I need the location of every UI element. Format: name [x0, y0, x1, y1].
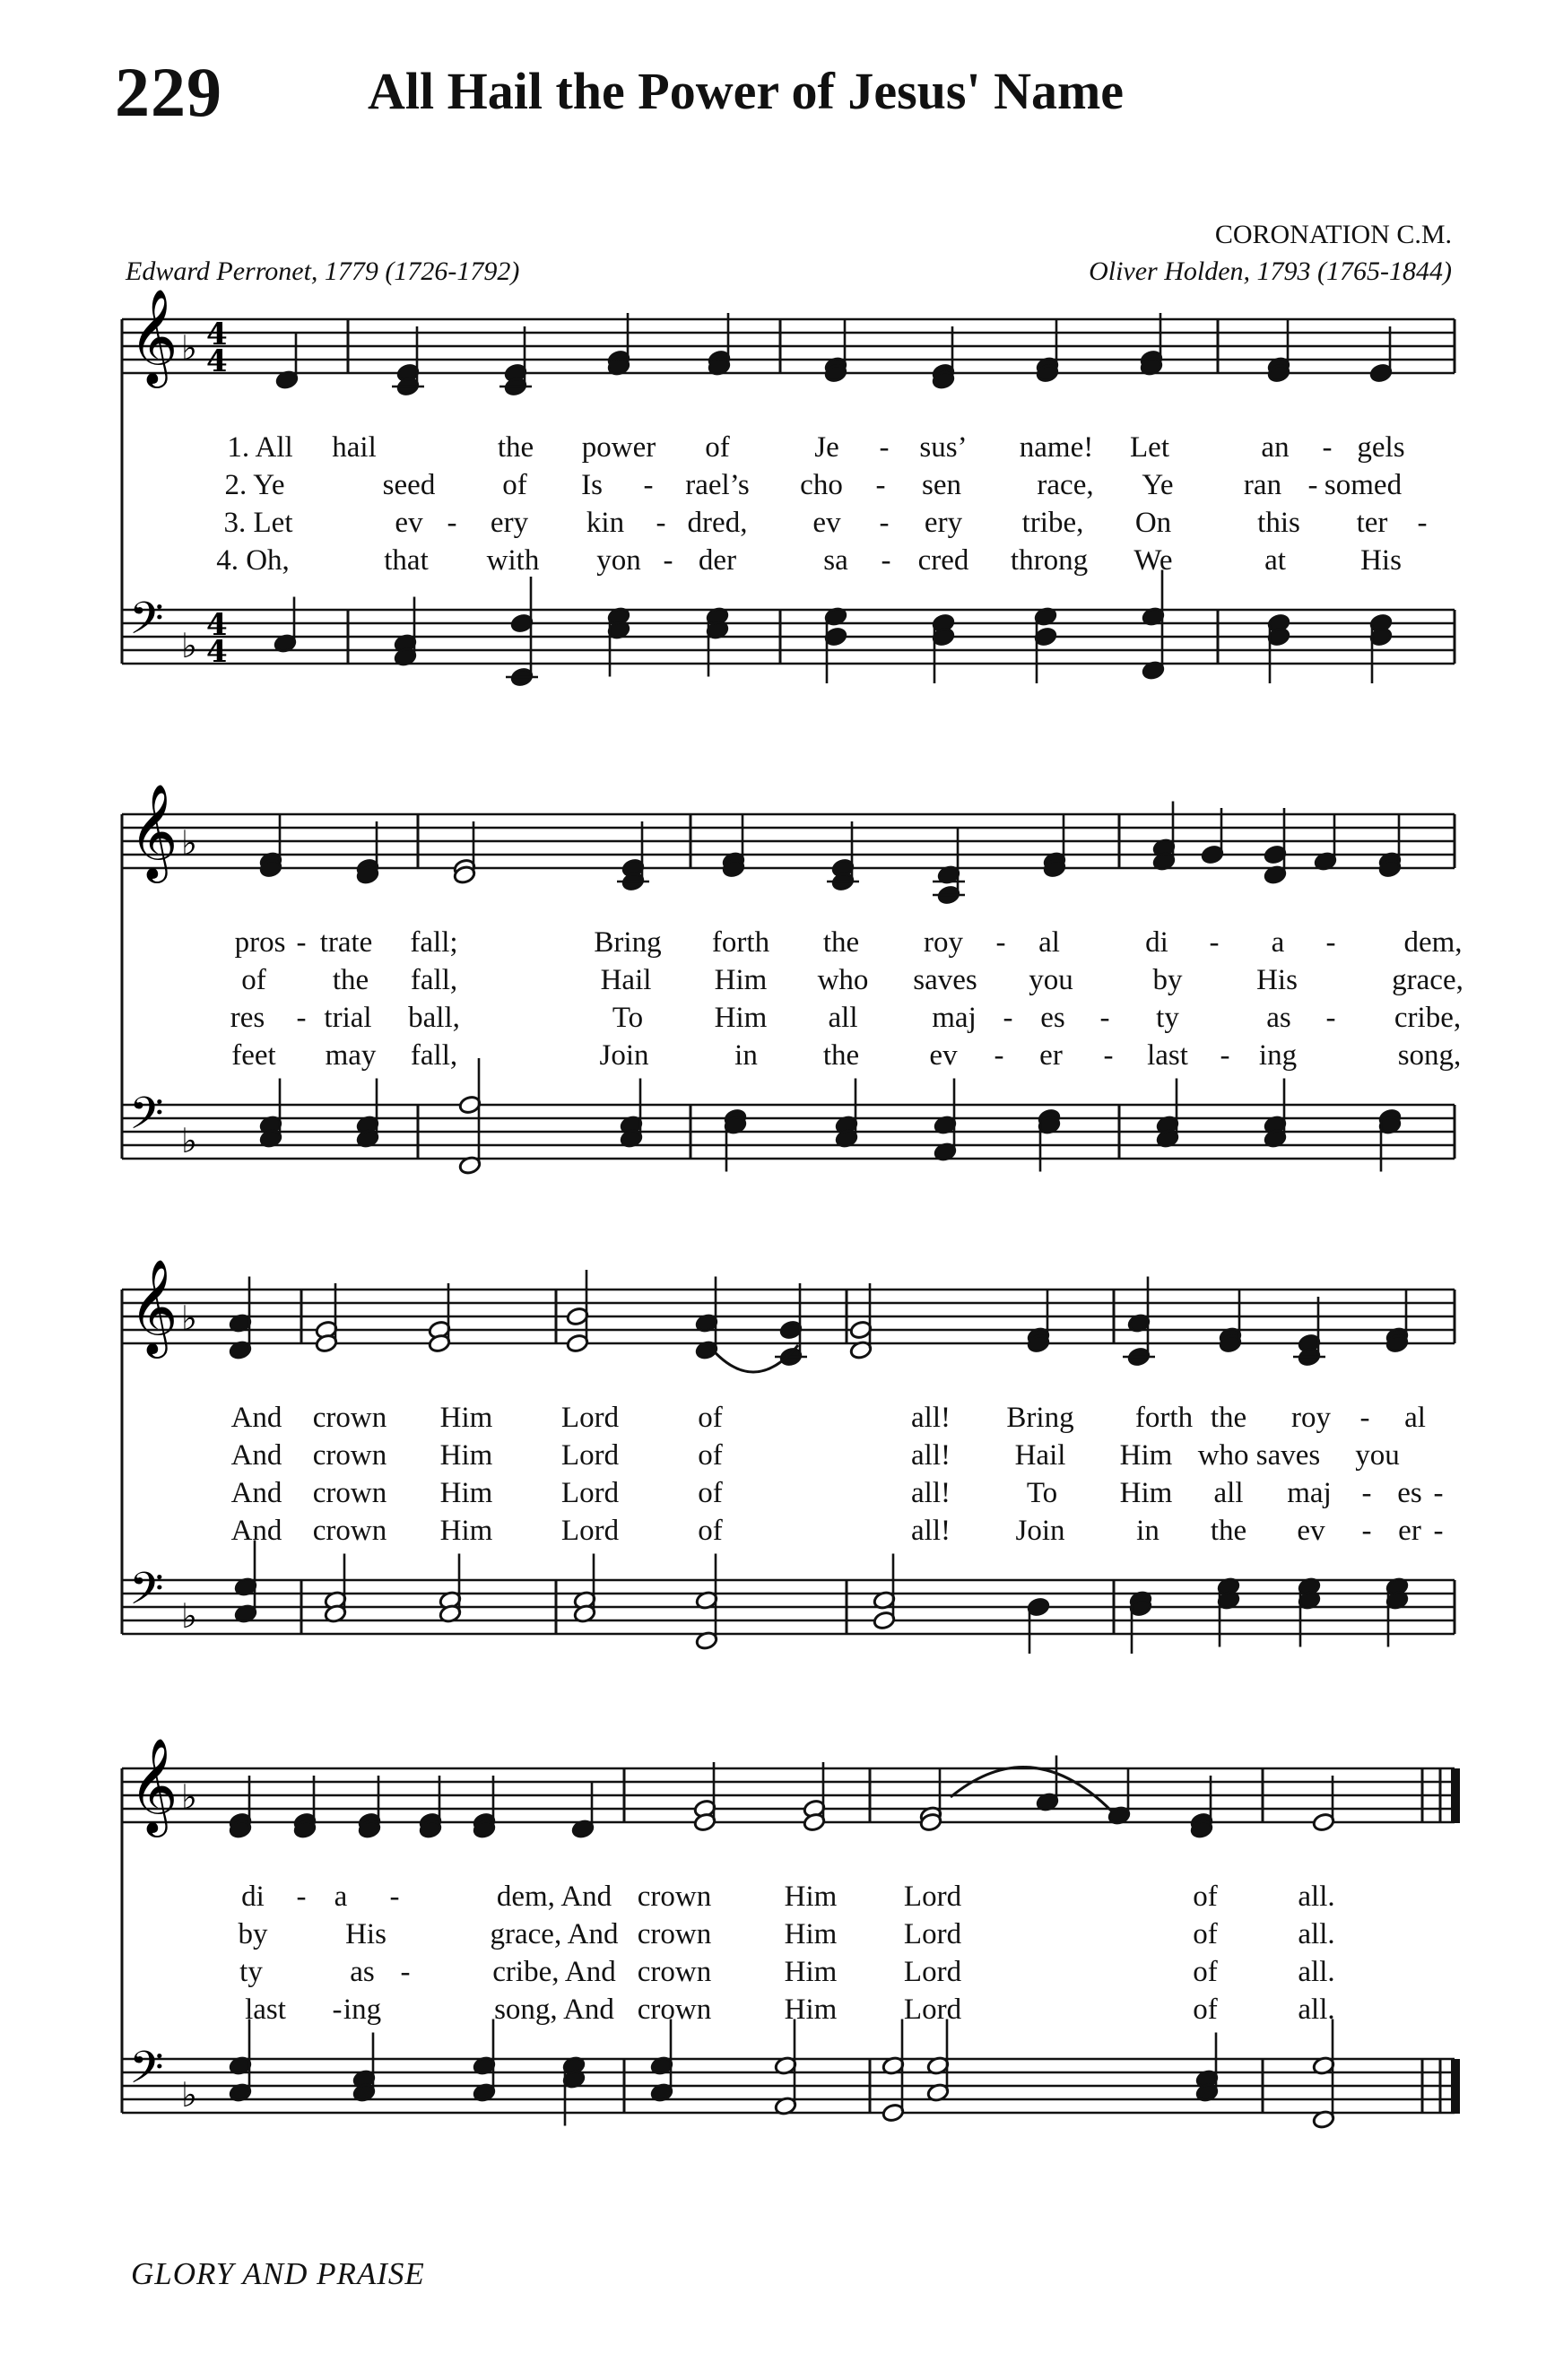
lyric-syllable: - [1307, 469, 1318, 501]
lyric-syllable: throng [1010, 544, 1089, 577]
lyric-syllable: Bring [594, 926, 662, 959]
lyric-syllable: Join [1015, 1515, 1065, 1547]
lyric-syllable: Him [784, 1993, 838, 2026]
bass-clef-icon: 𝄢 [129, 593, 164, 656]
lyric-syllable: ery [490, 507, 529, 539]
lyric-syllable: name! [1019, 431, 1094, 464]
lyric-syllable: Ye [1142, 469, 1174, 501]
section-label: GLORY AND PRAISE [131, 2256, 425, 2291]
lyric-syllable: Him [784, 1956, 838, 1988]
lyric-syllable: trial [324, 1002, 372, 1034]
lyric-syllable: all. [1298, 1956, 1335, 1988]
lyric-syllable: this [1257, 507, 1300, 539]
lyric-syllable: fall, [410, 964, 458, 996]
lyric-syllable: seed [382, 469, 436, 501]
lyric-syllable: with [486, 544, 540, 577]
lyric-syllable: der [698, 544, 737, 577]
lyric-syllable: er [1398, 1515, 1421, 1547]
lyric-syllable: dred, [687, 507, 748, 539]
lyric-syllable: Lord [560, 1477, 620, 1509]
time-signature: 4 [206, 317, 228, 352]
lyric-syllable: of [698, 1402, 723, 1434]
treble-clef-icon: 𝄞 [129, 288, 178, 384]
lyric-syllable: Him [784, 1881, 838, 1913]
lyric-syllable: His [1360, 544, 1402, 577]
lyric-syllable: - [1099, 1002, 1110, 1034]
lyric-syllable: - [643, 469, 654, 501]
lyric-syllable: Hail [600, 964, 652, 996]
lyric-syllable: gels [1357, 431, 1405, 464]
lyric-syllable: pros [234, 926, 286, 959]
lyric-syllable: - [1325, 1002, 1336, 1034]
lyric-syllable: Je [814, 431, 839, 464]
lyric-syllable: all [1213, 1477, 1244, 1509]
flat-icon: ♭ [181, 1121, 197, 1160]
lyric-syllable: song, [1397, 1039, 1462, 1072]
lyric-syllable: ev [812, 507, 841, 539]
lyric-syllable: crown [637, 1956, 712, 1988]
lyric-syllable: of [705, 431, 730, 464]
lyric-syllable: saves [913, 964, 977, 996]
lyric-syllable: by [238, 1918, 268, 1950]
lyric-syllable: all! [911, 1477, 951, 1509]
lyric-syllable: all. [1298, 1881, 1335, 1913]
lyric-syllable: cribe, [1394, 1002, 1462, 1034]
lyric-syllable: Him [714, 964, 768, 996]
composer-credit: Oliver Holden, 1793 (1765-1844) [1089, 256, 1452, 286]
lyric-syllable: crown [312, 1402, 387, 1434]
lyric-syllable: the [1210, 1402, 1247, 1434]
lyric-syllable: ter [1356, 507, 1388, 539]
lyric-syllable: maj [1287, 1477, 1332, 1509]
lyric-syllable: ing [1258, 1039, 1298, 1072]
lyric-syllable: rael’s [685, 469, 750, 501]
lyric-syllable: Lord [560, 1402, 620, 1434]
lyric-syllable: roy [924, 926, 963, 959]
lyric-syllable: - [1417, 507, 1428, 539]
lyric-syllable: last [1147, 1039, 1188, 1072]
lyric-syllable: - [447, 507, 457, 539]
lyric-syllable: Let [1130, 431, 1169, 464]
author-credit: Edward Perronet, 1779 (1726-1792) [126, 256, 520, 286]
lyric-syllable: - [1433, 1515, 1444, 1547]
hymn-number: 229 [115, 53, 222, 131]
lyric-syllable: grace, And [490, 1918, 619, 1950]
lyric-syllable: - [1361, 1515, 1372, 1547]
lyric-syllable: 2. Ye [224, 469, 285, 501]
flat-icon: ♭ [181, 2075, 197, 2115]
lyric-syllable: ev [1297, 1515, 1325, 1547]
lyric-syllable: - [389, 1881, 400, 1913]
lyric-syllable: 1. All [227, 431, 293, 464]
lyric-syllable: And [230, 1439, 282, 1472]
lyric-syllable: kin [586, 507, 625, 539]
lyric-syllable: ball, [408, 1002, 460, 1034]
lyric-syllable: es [1397, 1477, 1422, 1509]
lyric-syllable: ery [924, 507, 963, 539]
lyric-syllable: of [698, 1477, 723, 1509]
lyric-syllable: Lord [903, 1918, 962, 1950]
bass-clef-icon: 𝄢 [129, 1563, 164, 1626]
lyric-syllable: Lord [903, 1881, 962, 1913]
lyric-syllable: of [1193, 1881, 1218, 1913]
lyric-syllable: - [663, 544, 673, 577]
lyric-syllable: of [1193, 1956, 1218, 1988]
lyric-syllable: res [230, 1002, 265, 1034]
lyric-syllable: di [241, 1881, 265, 1913]
lyric-syllable: To [1026, 1477, 1058, 1509]
lyric-syllable: the [822, 1039, 860, 1072]
lyric-syllable: cred [917, 544, 969, 577]
lyric-syllable: - [656, 507, 666, 539]
lyric-syllable: crown [637, 1993, 712, 2026]
time-signature: 4 [206, 634, 228, 670]
lyric-syllable: at [1264, 544, 1286, 577]
lyric-syllable: crown [312, 1515, 387, 1547]
flat-icon: ♭ [181, 823, 197, 863]
lyric-syllable: - [296, 926, 307, 959]
lyric-syllable: fall; [410, 926, 458, 959]
lyric-syllable: ing [343, 1993, 382, 2026]
lyric-syllable: the [1210, 1515, 1247, 1547]
lyric-syllable: forth [1134, 1402, 1194, 1434]
lyric-syllable: all! [911, 1515, 951, 1547]
lyric-syllable: the [332, 964, 369, 996]
treble-clef-icon: 𝄞 [129, 783, 178, 879]
lyric-syllable: His [1256, 964, 1298, 996]
lyric-syllable: all! [911, 1439, 951, 1472]
lyric-syllable: maj [932, 1002, 977, 1034]
bass-clef-icon: 𝄢 [129, 1088, 164, 1151]
lyric-syllable: power [581, 431, 656, 464]
lyric-syllable: Him [1119, 1477, 1173, 1509]
lyric-syllable: as [350, 1956, 375, 1988]
lyric-syllable: cribe, And [492, 1956, 616, 1988]
lyric-syllable: Him [439, 1477, 493, 1509]
lyric-syllable: that [384, 544, 429, 577]
music-system [122, 814, 1455, 1159]
lyric-syllable: feet [231, 1039, 276, 1072]
lyric-syllable: Hail [1014, 1439, 1066, 1472]
lyric-syllable: Join [599, 1039, 649, 1072]
lyric-syllable: of [698, 1439, 723, 1472]
time-signature: 4 [206, 607, 228, 643]
lyric-syllable: Lord [903, 1993, 962, 2026]
lyric-syllable: - [296, 1002, 307, 1034]
lyric-syllable: you [1355, 1439, 1400, 1472]
lyric-syllable: roy [1291, 1402, 1331, 1434]
lyric-syllable: al [1404, 1402, 1426, 1434]
lyric-syllable: 3. Let [223, 507, 293, 539]
lyric-syllable: dem, And [496, 1881, 612, 1913]
lyric-syllable: you [1029, 964, 1073, 996]
lyric-syllable: of [698, 1515, 723, 1547]
lyric-syllable: And [230, 1477, 282, 1509]
lyric-syllable: Him [714, 1002, 768, 1034]
flat-icon: ♭ [181, 1777, 197, 1817]
lyric-syllable: To [612, 1002, 644, 1034]
lyric-syllable: - [875, 469, 886, 501]
time-signature: 4 [206, 343, 228, 379]
bass-clef-icon: 𝄢 [129, 2042, 164, 2105]
lyric-syllable: all! [911, 1402, 951, 1434]
lyric-syllable: crown [312, 1439, 387, 1472]
lyric-syllable: tribe, [1021, 507, 1084, 539]
lyric-syllable: who [817, 964, 869, 996]
lyric-syllable: His [345, 1918, 386, 1950]
lyric-syllable: last [245, 1993, 286, 2026]
hymn-title: All Hail the Power of Jesus' Name [368, 62, 1125, 120]
lyric-syllable: crown [312, 1477, 387, 1509]
lyric-syllable: a [1271, 926, 1285, 959]
lyric-syllable: Him [439, 1515, 493, 1547]
treble-clef-icon: 𝄞 [129, 1737, 178, 1833]
lyric-syllable: sus’ [919, 431, 968, 464]
lyric-syllable: sen [922, 469, 961, 501]
lyric-syllable: er [1039, 1039, 1063, 1072]
lyric-syllable: all. [1298, 1918, 1335, 1950]
lyric-syllable: sa [823, 544, 848, 577]
lyric-syllable: an [1261, 431, 1290, 464]
flat-icon: ♭ [181, 1596, 197, 1636]
lyric-syllable: fall, [410, 1039, 458, 1072]
flat-icon: ♭ [181, 328, 197, 368]
lyric-syllable: ran [1243, 469, 1282, 501]
lyric-syllable: - [1325, 926, 1336, 959]
lyric-syllable: in [1136, 1515, 1160, 1547]
lyric-syllable: - [1003, 1002, 1013, 1034]
tune-name: CORONATION C.M. [1214, 220, 1452, 249]
lyric-syllable: - [1322, 431, 1333, 464]
lyric-syllable: Him [1119, 1439, 1173, 1472]
lyric-syllable: Bring [1006, 1402, 1074, 1434]
lyric-syllable: may [325, 1039, 377, 1072]
lyric-syllable: Him [439, 1439, 493, 1472]
lyric-syllable: Him [784, 1918, 838, 1950]
lyric-syllable: Is [581, 469, 603, 501]
lyric-syllable: who saves [1197, 1439, 1321, 1472]
lyric-syllable: cho [800, 469, 843, 501]
lyric-syllable: On [1134, 507, 1172, 539]
lyric-syllable: grace, [1392, 964, 1463, 996]
lyric-syllable: a [334, 1881, 348, 1913]
lyric-syllable: ev [395, 507, 423, 539]
lyric-syllable: hail [332, 431, 377, 464]
lyric-syllable: 4. Oh, [216, 544, 290, 577]
lyric-syllable: - [879, 507, 890, 539]
lyric-syllable: all [828, 1002, 858, 1034]
lyric-syllable: trate [319, 926, 373, 959]
lyric-syllable: - [1433, 1477, 1444, 1509]
lyric-syllable: - [296, 1881, 307, 1913]
lyric-syllable: - [994, 1039, 1004, 1072]
lyric-syllable: forth [711, 926, 770, 959]
lyric-syllable: the [497, 431, 534, 464]
lyric-syllable: of [241, 964, 266, 996]
lyric-syllable: Lord [903, 1956, 962, 1988]
lyric-syllable: - [400, 1956, 411, 1988]
lyric-syllable: - [1359, 1402, 1370, 1434]
lyric-syllable: as [1266, 1002, 1291, 1034]
flat-icon: ♭ [181, 626, 197, 665]
lyric-syllable: song, And [494, 1993, 614, 2026]
lyric-syllable: the [822, 926, 860, 959]
lyric-syllable: of [502, 469, 527, 501]
lyric-syllable: all. [1298, 1993, 1335, 2026]
lyric-syllable: race, [1037, 469, 1094, 501]
lyric-syllable: ty [239, 1956, 263, 1988]
lyric-syllable: di [1145, 926, 1168, 959]
lyric-syllable: yon [596, 544, 641, 577]
lyric-syllable: - [1209, 926, 1220, 959]
treble-clef-icon: 𝄞 [129, 1258, 178, 1354]
lyric-syllable: - [879, 431, 890, 464]
lyric-syllable: - [1103, 1039, 1114, 1072]
lyric-syllable: crown [637, 1918, 712, 1950]
lyric-syllable: of [1193, 1993, 1218, 2026]
lyric-syllable: of [1193, 1918, 1218, 1950]
lyric-syllable: - [995, 926, 1006, 959]
lyric-syllable: somed [1324, 469, 1403, 501]
lyric-syllable: ty [1156, 1002, 1179, 1034]
lyric-syllable: al [1038, 926, 1060, 959]
lyric-syllable: by [1152, 964, 1183, 996]
lyric-syllable: dem, [1403, 926, 1463, 959]
lyric-syllable: - [1220, 1039, 1230, 1072]
lyric-syllable: Lord [560, 1515, 620, 1547]
lyric-syllable: - [881, 544, 891, 577]
lyric-syllable: - [1361, 1477, 1372, 1509]
lyric-syllable: ev [929, 1039, 958, 1072]
lyric-syllable: in [734, 1039, 758, 1072]
lyric-syllable: crown [637, 1881, 712, 1913]
lyric-syllable: And [230, 1402, 282, 1434]
lyric-syllable: We [1133, 544, 1173, 577]
flat-icon: ♭ [181, 1299, 197, 1338]
lyric-syllable: And [230, 1515, 282, 1547]
lyric-syllable: es [1040, 1002, 1065, 1034]
lyric-syllable: Him [439, 1402, 493, 1434]
lyric-syllable: - [332, 1993, 343, 2026]
lyric-syllable: Lord [560, 1439, 620, 1472]
